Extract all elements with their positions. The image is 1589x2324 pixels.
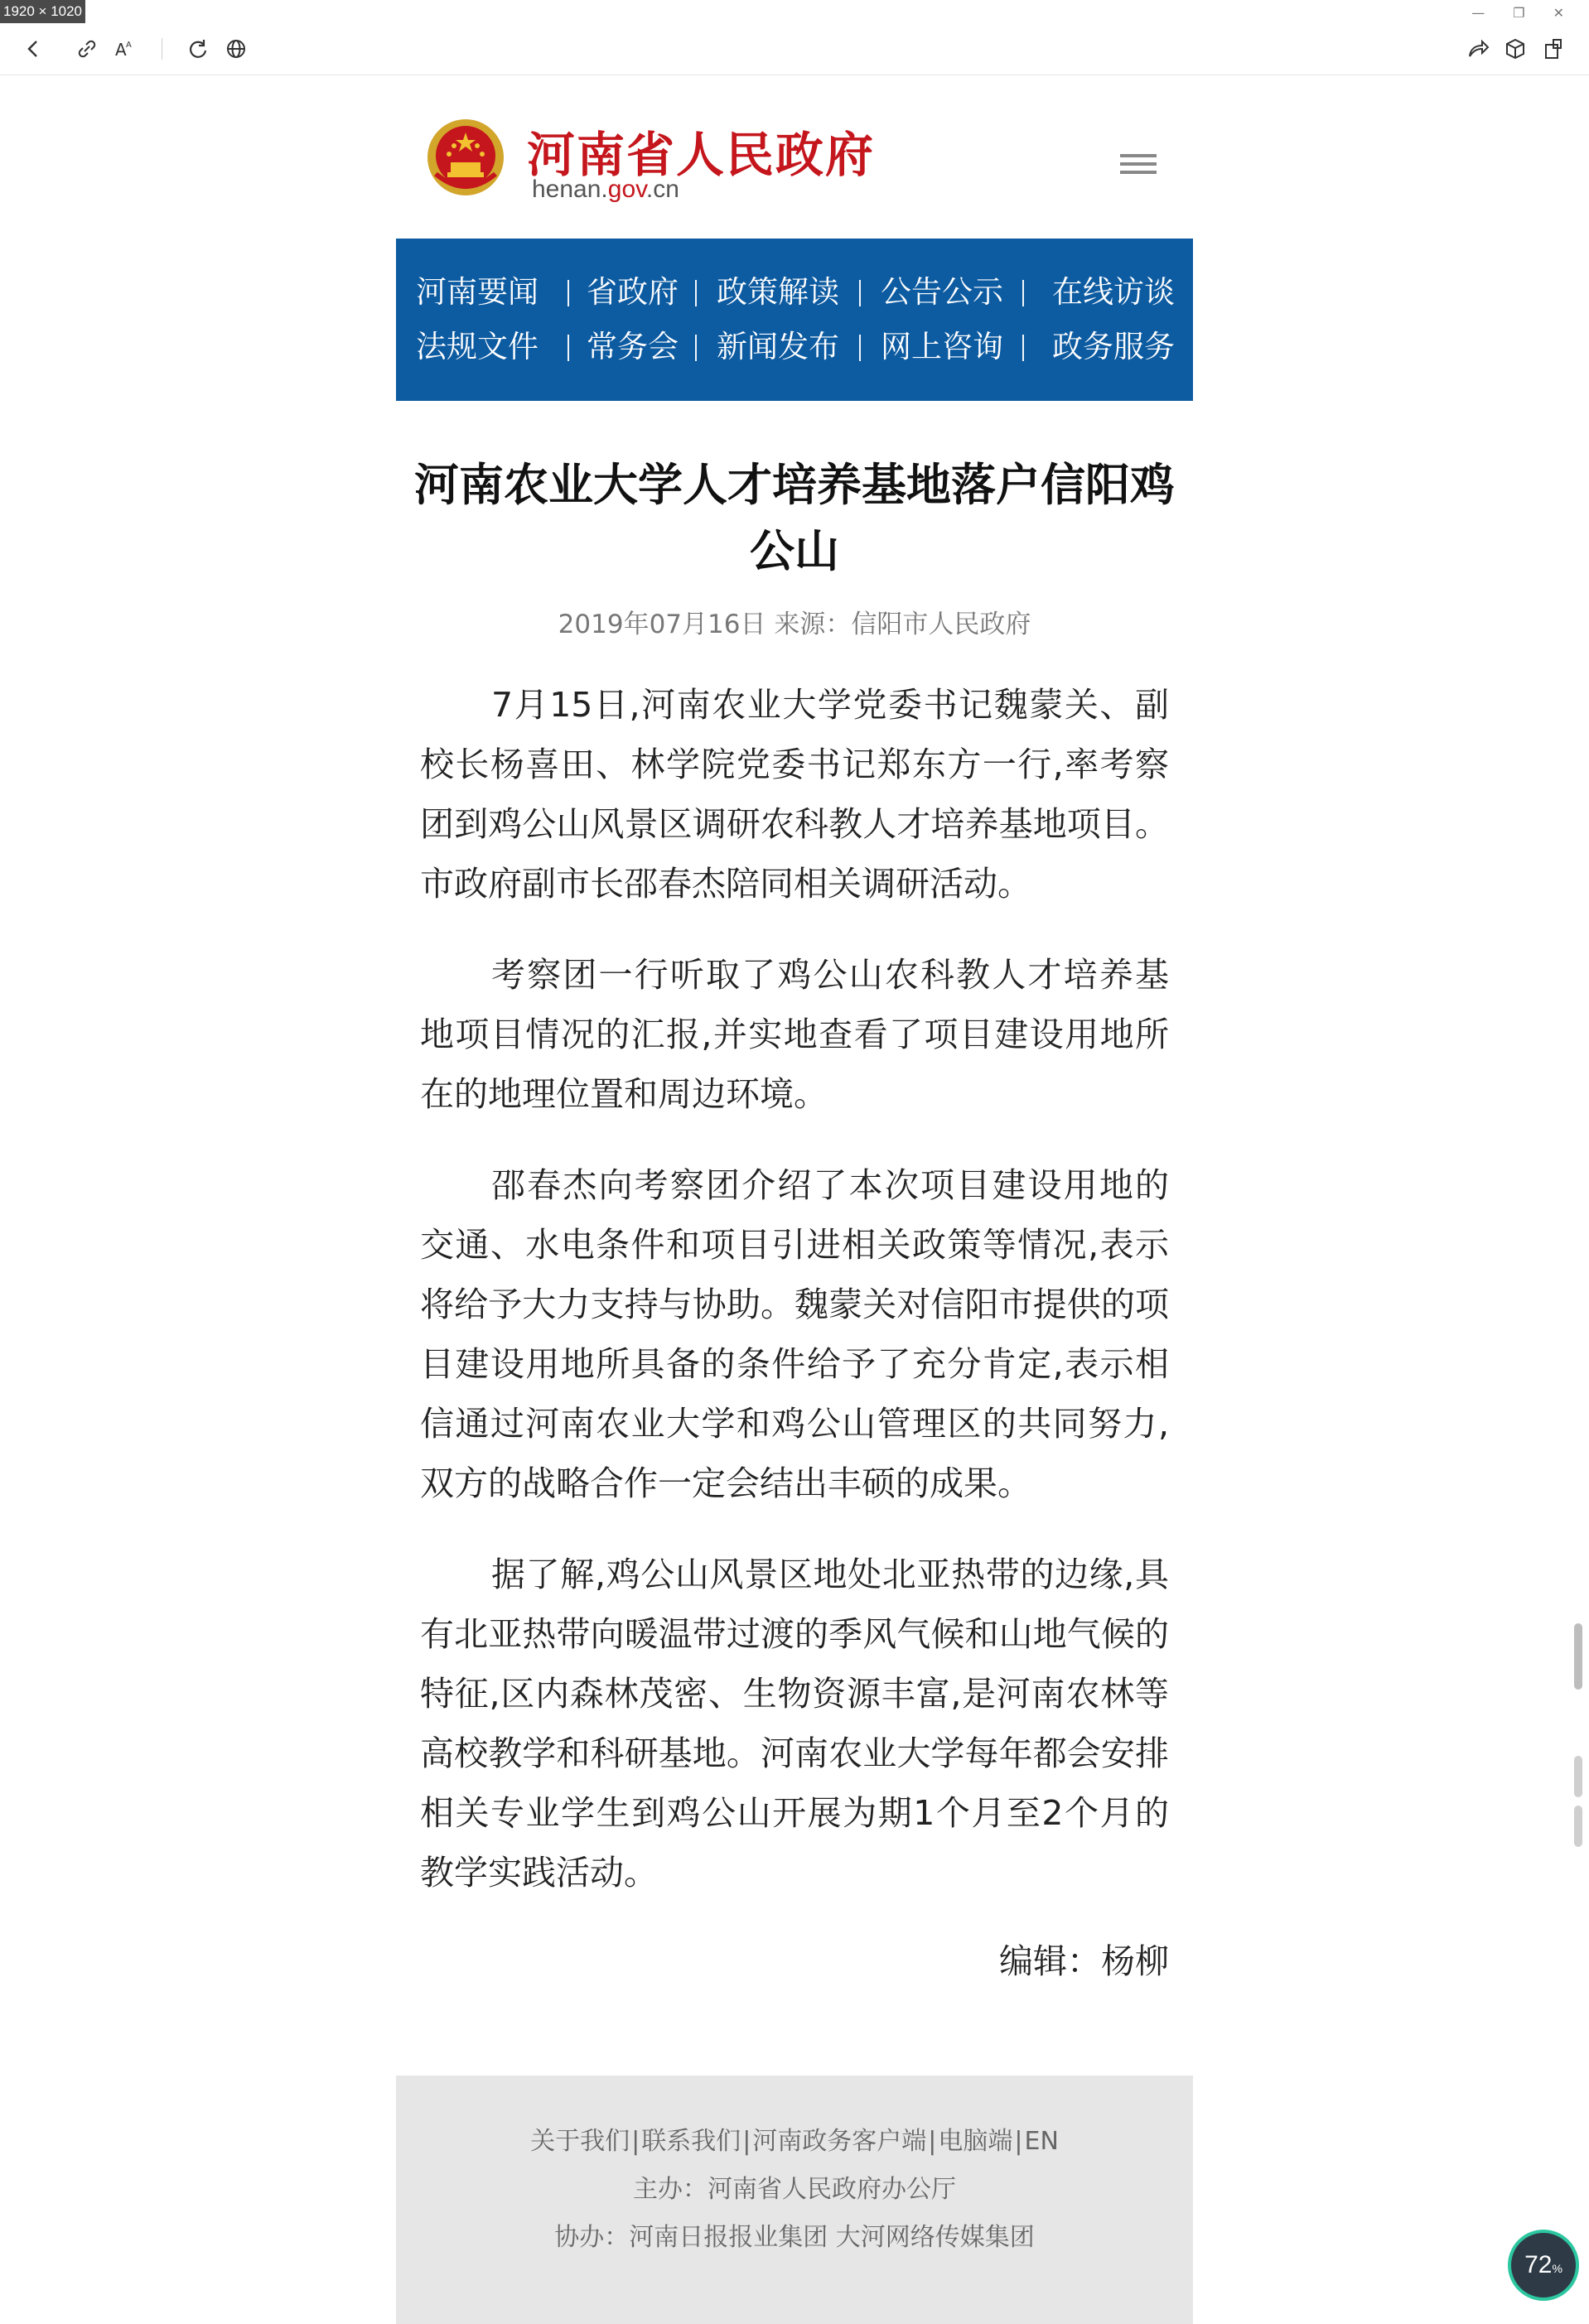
article-paragraph: 7月15日,河南农业大学党委书记魏蒙关、副校长杨喜田、林学院党委书记郑东方一行,率考察团到鸡公山风景区调研农科教人才培养基地项目。市政府副市长邵春杰陪同相关调研活动。 xyxy=(420,685,1169,904)
box-icon[interactable] xyxy=(1501,35,1529,63)
national-emblem-icon[interactable] xyxy=(424,116,507,199)
nav-separator xyxy=(695,280,697,306)
nav-separator xyxy=(1022,335,1024,361)
nav-separator xyxy=(695,335,697,361)
window-controls xyxy=(1471,5,1564,21)
nav-item[interactable]: 法规文件 xyxy=(416,329,539,364)
nav-separator xyxy=(568,335,569,361)
nav-separator xyxy=(859,335,861,361)
site-domain xyxy=(532,176,679,204)
footer-link-app[interactable]: 河南政务客户端 xyxy=(752,2127,927,2156)
back-icon[interactable] xyxy=(20,35,48,63)
footer-link-contact[interactable]: 联系我们 xyxy=(641,2127,741,2156)
site-title[interactable]: 河南省人民政府 xyxy=(527,127,876,183)
nav-item[interactable]: 政策解读 xyxy=(717,274,839,310)
read-aloud-icon[interactable] xyxy=(111,35,139,63)
nav-item[interactable]: 常务会 xyxy=(587,329,679,364)
article-meta xyxy=(396,603,1193,640)
domain-suffix: .cn xyxy=(645,176,679,203)
scrollbar-thumb[interactable] xyxy=(1574,1623,1582,1690)
article-body xyxy=(420,675,1169,1983)
zoom-level-badge[interactable] xyxy=(1508,2230,1579,2301)
footer-separator: | xyxy=(1014,2127,1023,2156)
footer-link-about[interactable]: 关于我们 xyxy=(530,2127,630,2156)
footer-separator: | xyxy=(631,2127,640,2156)
nav-item[interactable]: 新闻发布 xyxy=(717,329,839,364)
browser-toolbar xyxy=(0,23,1589,75)
restore-icon[interactable]: ❐ xyxy=(1513,5,1525,21)
article-source: 来源：信阳市人民政府 xyxy=(774,610,1031,639)
scroll-marker xyxy=(1574,1756,1582,1797)
nav-item[interactable]: 在线访谈 xyxy=(1052,274,1175,310)
footer-link-english[interactable]: EN xyxy=(1024,2127,1059,2156)
nav-row xyxy=(396,265,1193,320)
footer-link-desktop[interactable]: 电脑端 xyxy=(938,2127,1013,2156)
minimize-icon[interactable]: — xyxy=(1471,5,1485,21)
footer-separator: | xyxy=(742,2127,751,2156)
nav-item[interactable]: 省政府 xyxy=(587,274,679,310)
main-nav xyxy=(396,239,1193,401)
close-icon[interactable]: ✕ xyxy=(1553,5,1564,21)
footer-separator: | xyxy=(928,2127,937,2156)
domain-prefix: henan. xyxy=(532,176,608,203)
article-paragraph: 邵春杰向考察团介绍了本次项目建设用地的交通、水电条件和项目引进相关政策等情况,表示将给予大力支持与协助。魏蒙关对信阳市提供的项目建设用地所具备的条件给予了充分肯定,表示相信通过河南农业大学和鸡公山管理区的共同努力,双方的战略合作一定会结出丰硕的成果。 xyxy=(420,1165,1169,1503)
footer-host: 主办：河南省人民政府办公厅 xyxy=(633,2175,956,2204)
scroll-marker xyxy=(1574,1806,1582,1847)
nav-separator xyxy=(568,280,569,306)
extension-icon[interactable] xyxy=(1539,35,1567,63)
article-editor: 编辑：杨柳 xyxy=(999,1941,1169,1981)
site-header xyxy=(396,75,1193,239)
nav-item[interactable]: 政务服务 xyxy=(1052,329,1175,364)
zoom-unit: % xyxy=(1552,2262,1562,2275)
article-title: 河南农业大学人才培养基地落户信阳鸡公山 xyxy=(414,459,1175,577)
article-paragraph: 据了解,鸡公山风景区地处北亚热带的边缘,具有北亚热带向暖温带过渡的季风气候和山地气候的特征,区内森林茂密、生物资源丰富,是河南农林等高校教学和科研基地。河南农业大学每年都会安排相关专业学生到鸡公山开展为期1个月至2个月的教学实践活动。 xyxy=(420,1555,1169,1892)
link-icon[interactable] xyxy=(73,35,101,63)
svg-text:A: A xyxy=(115,40,127,60)
menu-icon[interactable] xyxy=(1120,154,1157,174)
footer-links xyxy=(396,2120,1193,2157)
zoom-value: 72 xyxy=(1524,2251,1553,2278)
nav-item[interactable]: 网上咨询 xyxy=(881,329,1003,364)
site-footer xyxy=(396,2076,1193,2324)
domain-gov: gov xyxy=(607,176,646,203)
footer-cohost: 协办：河南日报报业集团 大河网络传媒集团 xyxy=(554,2223,1035,2252)
refresh-icon[interactable] xyxy=(184,35,212,63)
nav-item[interactable]: 河南要闻 xyxy=(416,274,539,310)
article-date: 2019年07月16日 xyxy=(558,610,766,639)
nav-row xyxy=(396,320,1193,374)
share-icon[interactable] xyxy=(1463,35,1491,63)
nav-separator xyxy=(1022,280,1024,306)
nav-separator xyxy=(859,280,861,306)
article-paragraph: 考察团一行听取了鸡公山农科教人才培养基地项目情况的汇报,并实地查看了项目建设用地所在的地理位置和周边环境。 xyxy=(420,955,1169,1114)
globe-icon[interactable] xyxy=(222,35,250,63)
mobile-page xyxy=(396,75,1193,2252)
nav-item[interactable]: 公告公示 xyxy=(881,274,1003,310)
resolution-tag: 1920 × 1020 xyxy=(0,0,85,23)
svg-text:A: A xyxy=(126,41,132,50)
